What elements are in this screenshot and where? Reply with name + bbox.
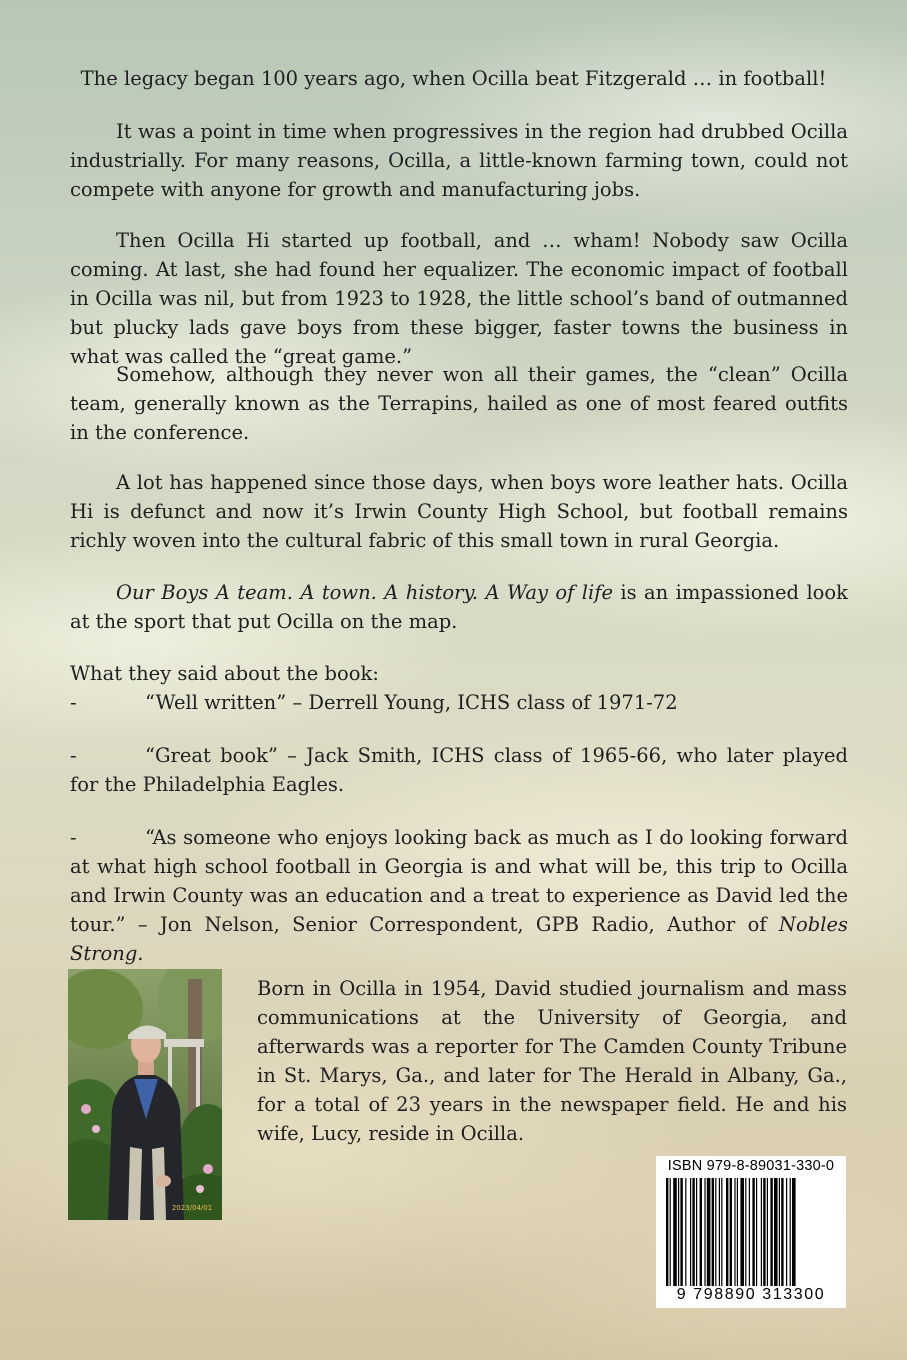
paragraph-3 <box>70 360 848 447</box>
book-description-text: is an impassioned look at the sport that put Ocilla on the map. <box>70 581 848 633</box>
barcode-bar <box>707 1178 711 1286</box>
barcode-bar <box>685 1178 686 1286</box>
barcode-bars <box>666 1178 836 1286</box>
barcode-bar <box>756 1178 757 1286</box>
review-book-title: Nobles Strong. <box>70 913 848 965</box>
barcode-bar <box>781 1178 783 1286</box>
barcode-bar <box>680 1178 682 1286</box>
barcode-bar <box>712 1178 714 1286</box>
paragraph-text: Somehow, although they never won all their games, the “clean” Ocilla team, generally known as the Terrapins, hailed as one of most feared outfits in the conference. <box>70 363 848 444</box>
barcode-bar <box>692 1178 694 1286</box>
barcode-bar <box>700 1178 702 1286</box>
book-description <box>70 578 848 636</box>
review-1 <box>70 688 848 717</box>
barcode-bar <box>726 1178 728 1286</box>
paragraph-2 <box>70 226 848 371</box>
review-bullet: - <box>70 744 77 767</box>
isbn-label: ISBN 979-8-89031-330-0 <box>667 1158 835 1174</box>
barcode-bar <box>666 1178 668 1286</box>
author-photo <box>68 969 222 1220</box>
review-3 <box>70 823 848 968</box>
barcode-bar <box>690 1178 691 1286</box>
book-title: Our Boys A team. A town. A history. A Way of life <box>116 581 613 604</box>
review-2-block <box>70 741 848 799</box>
review-bullet: - <box>70 826 77 849</box>
barcode-bar <box>673 1178 677 1286</box>
barcode-bar <box>678 1178 679 1286</box>
barcode-bar <box>774 1178 778 1286</box>
review-bullet: - <box>70 691 77 714</box>
barcode-bar <box>715 1178 716 1286</box>
intro-line: The legacy began 100 years ago, when Ocilla beat Fitzgerald … in football! <box>80 67 827 90</box>
barcode-bar <box>763 1178 765 1286</box>
barcode-bar <box>737 1178 738 1286</box>
barcode-bar <box>761 1178 762 1286</box>
reviews-heading: What they said about the book: <box>70 662 379 685</box>
barcode-bar <box>719 1178 720 1286</box>
barcode-bar <box>767 1178 768 1286</box>
reviews-section <box>70 659 848 717</box>
paragraph-text: It was a point in time when progressives in the region had drubbed Ocilla industrially. For many reasons, Ocilla, a little-known farming town, could not compete with anyone for growth and manufacturing jobs. <box>70 120 848 201</box>
author-portrait-image <box>68 969 222 1220</box>
barcode-bar <box>770 1178 772 1286</box>
author-bio: Born in Ocilla in 1954, David studied journalism and mass communications at the University of Georgia, and afterwards was a reporter for The Camden County Tribune in St. Marys, Ga., and later for The Herald in Albany, Ga., for a total of 23 years in the newspaper field. He and his wife, Lucy, reside in Ocilla. <box>257 977 847 1145</box>
paragraph-1 <box>70 117 848 204</box>
isbn-barcode <box>656 1156 846 1308</box>
barcode-bar <box>790 1178 791 1286</box>
barcode-bar <box>792 1178 796 1286</box>
barcode-bar <box>670 1178 671 1286</box>
barcode-bar <box>786 1178 787 1286</box>
barcode-bar <box>704 1178 705 1286</box>
paragraph-4 <box>70 468 848 555</box>
barcode-bar <box>696 1178 697 1286</box>
barcode-bar <box>752 1178 754 1286</box>
review-text: “As someone who enjoys looking back as much as I do looking forward at what high school football in Georgia is and what will be, this trip to Ocilla and Irwin County was an education and a treat to experience as David led the tour.” – Jon Nelson, Senior Correspondent, GPB Radio, Author of <box>70 826 848 936</box>
barcode-bar <box>721 1178 722 1286</box>
barcode-digits: 9 798890 313300 <box>676 1286 826 1303</box>
barcode-bar <box>734 1178 735 1286</box>
barcode-bar <box>779 1178 780 1286</box>
barcode-bar <box>730 1178 732 1286</box>
photo-date-stamp: 2023/04/01 <box>171 1204 213 1212</box>
barcode-bar <box>749 1178 750 1286</box>
paragraph-text: Then Ocilla Hi started up football, and … wham! Nobody saw Ocilla coming. At last, she had found her equalizer. The economic impact of football in Ocilla was nil, but from 1923 to 1928, the little school’s band of outmanned but plucky lads gave boys from these bigger, faster towns the business in what was called the “great game.” <box>70 229 848 368</box>
review-text: “Great book” – Jack Smith, ICHS class of 1965-66, who later played for the Philadelphia Eagles. <box>70 744 848 796</box>
paragraph-text: A lot has happened since those days, when boys wore leather hats. Ocilla Hi is defunct and now it’s Irwin County High School, but football remains richly woven into the cultural fabric of this small town in rural Georgia. <box>70 471 848 552</box>
barcode-bar <box>745 1178 746 1286</box>
review-2 <box>70 741 848 799</box>
review-text: “Well written” – Derrell Young, ICHS class of 1971-72 <box>145 691 678 714</box>
review-3-block <box>70 823 848 968</box>
barcode-bar <box>740 1178 744 1286</box>
